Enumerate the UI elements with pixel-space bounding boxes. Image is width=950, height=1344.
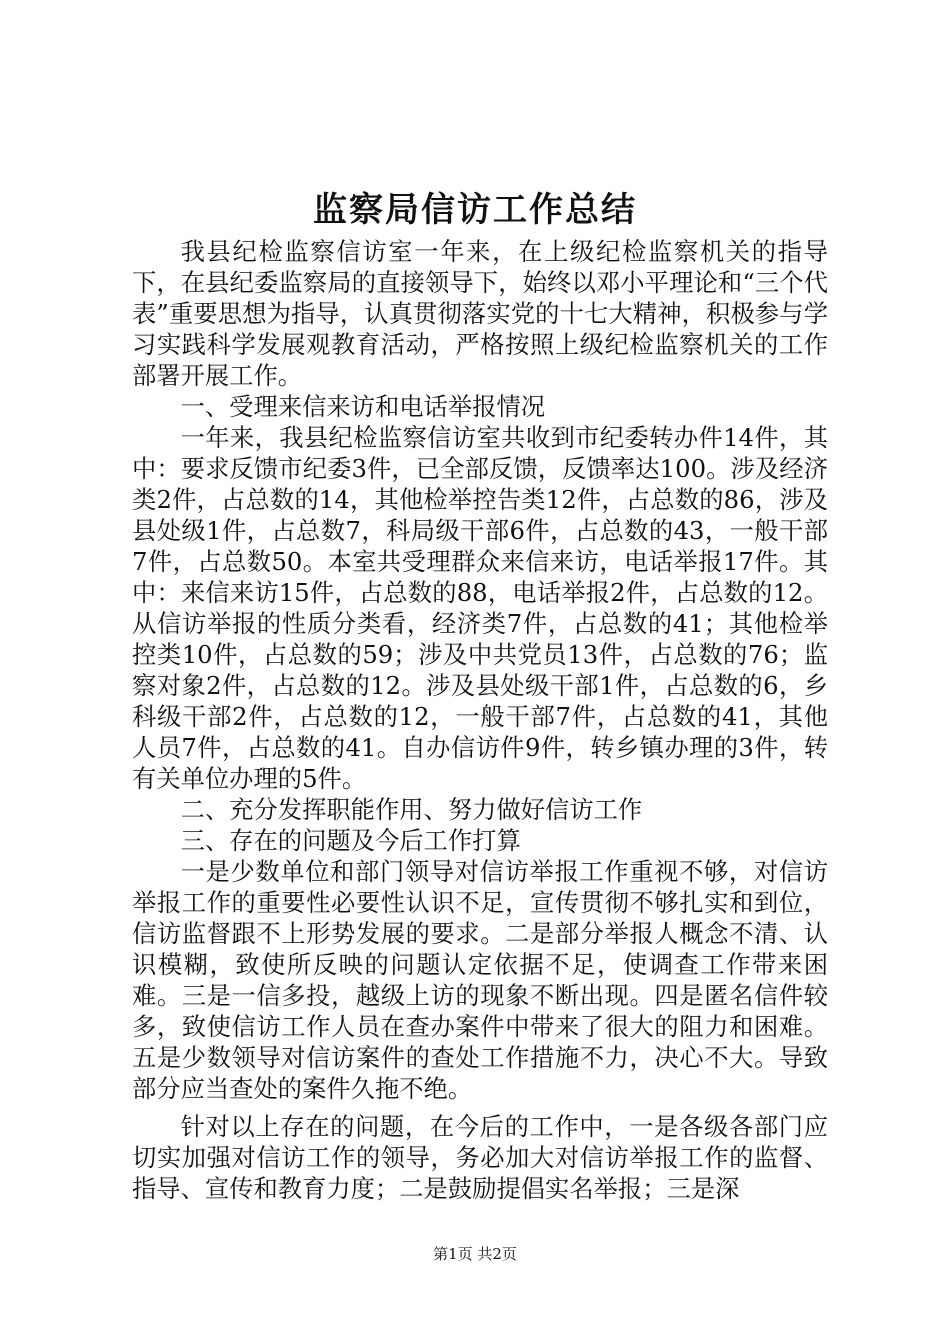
page-number-footer: 第1页 共2页: [433, 1245, 517, 1263]
section-heading-2: 二、充分发挥职能作用、努力做好信访工作: [180, 795, 643, 824]
document-title: 监察局信访工作总结: [313, 190, 637, 230]
plans-paragraph: 针对以上存在的问题，在今后的工作中，一是各级各部门应切实加强对信访工作的领导，务必加大对信访举报工作的监督、指导、宣传和教育力度；二是鼓励提倡实名举报；三是深: [132, 1112, 828, 1203]
document-body: [132, 236, 828, 1204]
section-heading-1: 一、受理来信来访和电话举报情况: [180, 392, 546, 421]
problems-paragraph: 一是少数单位和部门领导对信访举报工作重视不够，对信访举报工作的重要性必要性认识不足，宣传贯彻不够扎实和到位，信访监督跟不上形势发展的要求。二是部分举报人概念不清、认识模糊，致使所反映的问题认定依据不足，使调查工作带来困难。三是一信多投，越级上访的现象不断出现。四是匿名信件较多，致使信访工作人员在查办案件中带来了很大的阻力和困难。五是少数领导对信访案件的查处工作措施不力，决心不大。导致部分应当查处的案件久拖不绝。: [132, 857, 828, 1103]
section-heading-3: 三、存在的问题及今后工作打算: [180, 826, 521, 855]
statistics-paragraph: 一年来，我县纪检监察信访室共收到市纪委转办件14件，其中：要求反馈市纪委3件，已全部反馈，反馈率达100。涉及经济类2件，占总数的14，其他检举控告类12件，占总数的86，涉及县处级1件，占总数7，科局级干部6件，占总数的43，一般干部7件，占总数50。本室共受理群众来信来访，电话举报17件。其中：来信来访15件，占总数的88，电话举报2件，占总数的12。从信访举报的性质分类看，经济类7件，占总数的41；其他检举控类10件，占总数的59；涉及中共党员13件，占总数的76；监察对象2件，占总数的12。涉及县处级干部1件，占总数的6，乡科级干部2件，占总数的12，一般干部7件，占总数的41，其他人员7件，占总数的41。自办信访件9件，转乡镇办理的3件，转有关单位办理的5件。: [132, 423, 828, 793]
intro-paragraph: 我县纪检监察信访室一年来，在上级纪检监察机关的指导下，在县纪委监察局的直接领导下，始终以邓小平理论和“三个代表”重要思想为指导，认真贯彻落实党的十七大精神，积极参与学习实践科学发展观教育活动，严格按照上级纪检监察机关的工作部署开展工作。: [132, 237, 828, 390]
